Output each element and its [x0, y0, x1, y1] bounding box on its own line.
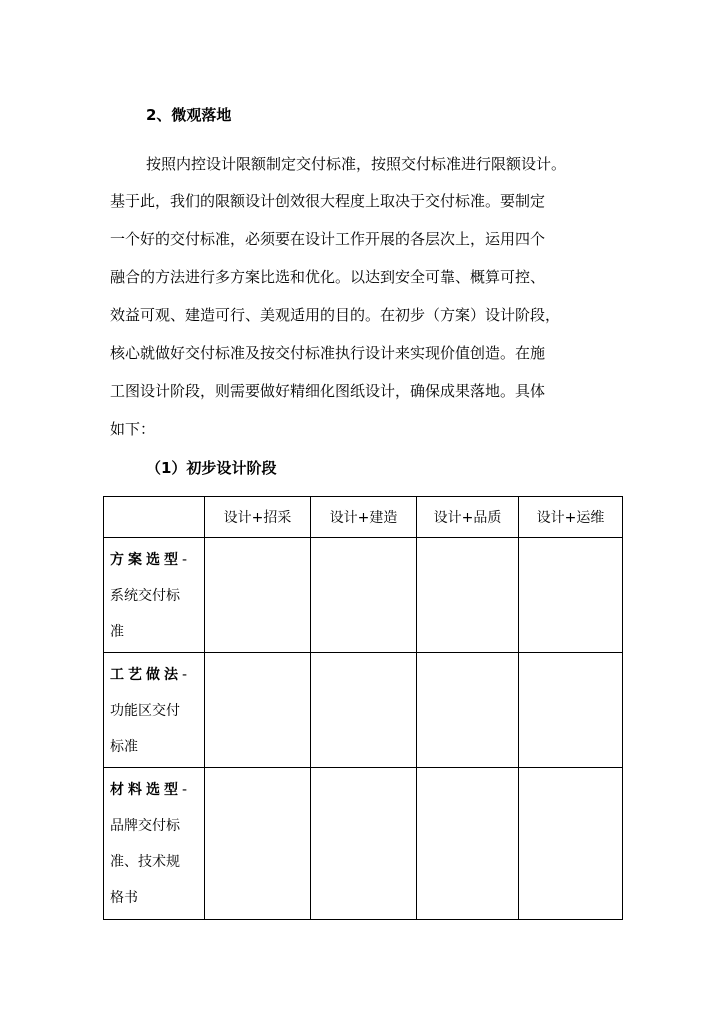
- row-header-title: 材料选型: [110, 782, 182, 798]
- row-header-line: 系统交付标: [110, 588, 180, 604]
- section-heading: 2、微观落地: [146, 106, 232, 124]
- paragraph-line: 工图设计阶段，则需要做好精细化图纸设计，确保成果落地。具体: [110, 382, 546, 400]
- table-row: [104, 768, 623, 920]
- table-cell: [417, 768, 519, 920]
- table-cell: [311, 653, 417, 768]
- table-cell: [205, 538, 311, 653]
- paragraph-line: 如下：: [110, 420, 156, 438]
- table-row: [104, 538, 623, 653]
- row-header-title: 方案选型: [110, 552, 182, 568]
- column-header-procurement: 设计+招采: [205, 497, 311, 538]
- delivery-standard-table: [103, 496, 623, 920]
- paragraph-line: 一个好的交付标准，必须要在设计工作开展的各层次上，运用四个: [110, 230, 546, 248]
- row-header-suffix: -: [182, 552, 188, 568]
- table-cell: [417, 538, 519, 653]
- paragraph-line: 效益可观、建造可行、美观适用的目的。在初步（方案）设计阶段，: [110, 306, 561, 324]
- paragraph-line: 按照内控设计限额制定交付标准，按照交付标准进行限额设计。: [146, 155, 567, 173]
- column-header-quality: 设计+品质: [417, 497, 519, 538]
- row-header-line: 格书: [110, 890, 138, 906]
- row-header: [104, 538, 205, 653]
- row-header: [104, 768, 205, 920]
- row-header-title: 工艺做法: [110, 667, 182, 683]
- table-cell: [205, 768, 311, 920]
- table-header-row: [104, 497, 623, 538]
- table-cell: [311, 538, 417, 653]
- paragraph-line: 融合的方法进行多方案比选和优化。以达到安全可靠、概算可控、: [110, 268, 546, 286]
- row-header-suffix: -: [182, 667, 188, 683]
- row-header-line: 品牌交付标: [110, 818, 180, 834]
- paragraph-line: 基于此，我们的限额设计创效很大程度上取决于交付标准。要制定: [110, 192, 546, 210]
- row-header-suffix: -: [182, 782, 188, 798]
- table-cell: [519, 538, 623, 653]
- table-corner-cell: [104, 497, 205, 538]
- row-header-line: 准、技术规: [110, 854, 180, 870]
- subsection-heading: （1）初步设计阶段: [146, 459, 277, 477]
- row-header: [104, 653, 205, 768]
- table-cell: [417, 653, 519, 768]
- column-header-construction: 设计+建造: [311, 497, 417, 538]
- column-header-operation: 设计+运维: [519, 497, 623, 538]
- table-row: [104, 653, 623, 768]
- row-header-line: 准: [110, 624, 124, 640]
- row-header-line: 功能区交付: [110, 703, 180, 719]
- table-cell: [519, 768, 623, 920]
- paragraph-line: 核心就做好交付标准及按交付标准执行设计来实现价值创造。在施: [110, 344, 546, 362]
- table-cell: [205, 653, 311, 768]
- table-cell: [311, 768, 417, 920]
- table-cell: [519, 653, 623, 768]
- row-header-line: 标准: [110, 739, 138, 755]
